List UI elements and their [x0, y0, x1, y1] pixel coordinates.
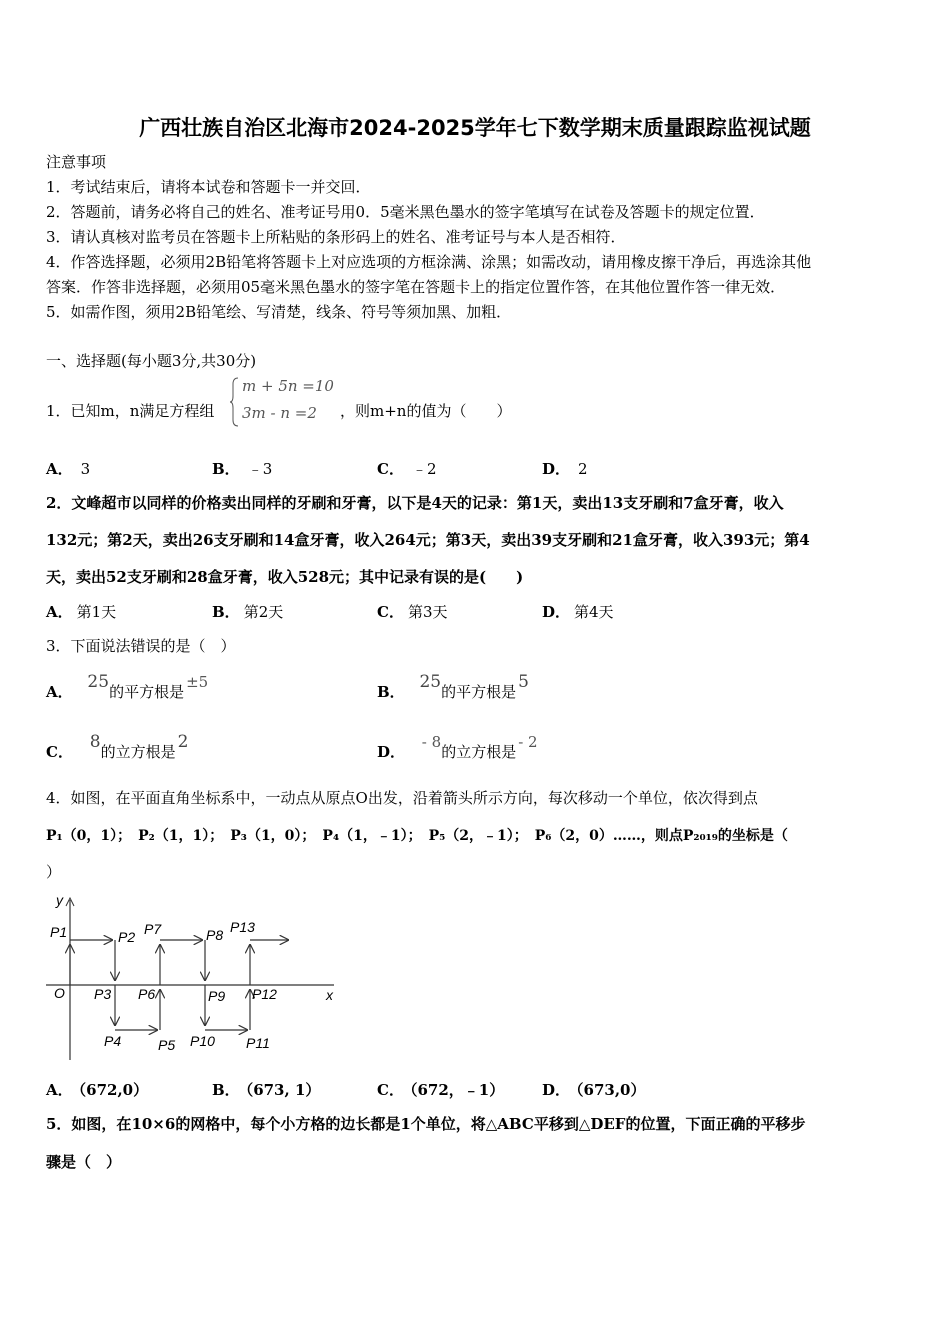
page-title: 广西壮族自治区北海市2024-2025学年七下数学期末质量跟踪监视试题 [139, 116, 811, 140]
point-label: P5 [158, 1037, 176, 1053]
point-label: P9 [208, 988, 226, 1004]
point-label: P10 [190, 1033, 215, 1049]
q1-prefix: 1．已知m，n满足方程组 [46, 402, 215, 420]
q5-line: 5．如图，在10×6的网格中，每个小方格的边长都是1个单位，将△ABC平移到△DEF的位置，下面正确的平移步 [46, 1115, 806, 1133]
q4-figure [38, 890, 348, 1069]
point-label: P12 [252, 986, 277, 1002]
q2-line: 2．文峰超市以同样的价格卖出同样的牙刷和牙膏，以下是4天的记录：第1天，卖出13支牙刷和7盒牙膏，收入 [46, 494, 784, 512]
q2-line: 天，卖出52支牙刷和28盒牙膏，收入528元；其中记录有误的是( ) [46, 568, 524, 586]
q4-option-c[interactable]: C． （672，﹣1） [377, 1081, 505, 1099]
q1-option-d[interactable]: D． 2 [542, 460, 588, 478]
point-label: P2 [118, 929, 136, 945]
q1-suffix: ，则m+n的值为（ ） [340, 402, 512, 420]
notice-item: 1．考试结束后，请将本试卷和答题卡一并交回． [46, 178, 371, 196]
q3-option-b[interactable]: B． 25的平方根是 5 [377, 672, 529, 701]
q4-line: ） [46, 863, 62, 881]
notice-item: 4．作答选择题，必须用2B铅笔将答题卡上对应选项的方框涂满、涂黑；如需改动，请用橡皮擦干净后，再选涂其他 [46, 253, 812, 271]
q2-line: 132元；第2天，卖出26支牙刷和14盒牙膏，收入264元；第3天，卖出39支牙刷和21盒牙膏，收入393元；第4 [46, 531, 810, 549]
q4-line: 4．如图，在平面直角坐标系中，一动点从原点O出发，沿着箭头所示方向，每次移动一个单位，依次得到点 [46, 789, 758, 807]
q2-option-b[interactable]: B． 第2天 [212, 603, 284, 621]
q3-option-a[interactable]: A． 25的平方根是±5 [46, 672, 209, 701]
notice-heading: 注意事项 [46, 153, 107, 171]
q2-option-c[interactable]: C． 第3天 [377, 603, 448, 621]
notice-item: 答案．作答非选择题，必须用05毫米黑色墨水的签字笔在答题卡上的指定位置作答，在其他位置作答一律无效． [46, 278, 786, 296]
q2-option-a[interactable]: A． 第1天 [46, 603, 117, 621]
point-label: P7 [144, 921, 162, 937]
coordinate-diagram [38, 890, 348, 1065]
q1-eq2: 3m - n =2 [242, 404, 317, 422]
q1-option-a[interactable]: A． 3 [46, 460, 91, 478]
origin-label: O [54, 985, 65, 1001]
q1-equation-system [230, 376, 340, 432]
point-label: P8 [206, 927, 224, 943]
q4-option-b[interactable]: B． （673, 1） [212, 1081, 321, 1099]
y-axis-label: y [56, 892, 63, 908]
q4-option-d[interactable]: D． （673,0） [542, 1081, 646, 1099]
point-label: P3 [94, 986, 112, 1002]
point-label: P4 [104, 1033, 122, 1049]
point-label: P6 [138, 986, 156, 1002]
point-label: P13 [230, 919, 255, 935]
q5-line: 骤是（ ） [46, 1153, 122, 1171]
x-axis-label: x [326, 987, 333, 1003]
point-label: P11 [246, 1035, 270, 1051]
notice-item: 5．如需作图，须用2B铅笔绘、写清楚，线条、符号等须加黑、加粗． [46, 303, 512, 321]
q4-option-a[interactable]: A． （672,0） [46, 1081, 149, 1099]
q1-eq1: m + 5n =10 [242, 377, 334, 395]
q4-points: P₁（0，1）； P₂（1，1）； P₃（1，0）； P₄（1，﹣1）； P₅（2，﹣1）； P₆（2，0）……，则点P₂₀₁₉的坐标是（ [46, 828, 788, 844]
notice-item: 2．答题前，请务必将自己的姓名、准考证号用0．5毫米黑色墨水的签字笔填写在试卷及答题卡的规定位置． [46, 203, 765, 221]
q3-option-d[interactable]: D． - 8的立方根是- 2 [377, 733, 538, 761]
q3-stem: 3．下面说法错误的是（ ） [46, 637, 236, 655]
q1-option-c[interactable]: C． ﹣2 [377, 460, 437, 478]
section-heading: 一、选择题(每小题3分,共30分) [46, 352, 257, 370]
q1-option-b[interactable]: B． ﹣3 [212, 460, 273, 478]
point-label: P1 [50, 924, 68, 940]
q3-option-c[interactable]: C． 8的立方根是 2 [46, 732, 189, 761]
notice-item: 3．请认真核对监考员在答题卡上所粘贴的条形码上的姓名、准考证号与本人是否相符． [46, 228, 626, 246]
q2-option-d[interactable]: D． 第4天 [542, 603, 614, 621]
